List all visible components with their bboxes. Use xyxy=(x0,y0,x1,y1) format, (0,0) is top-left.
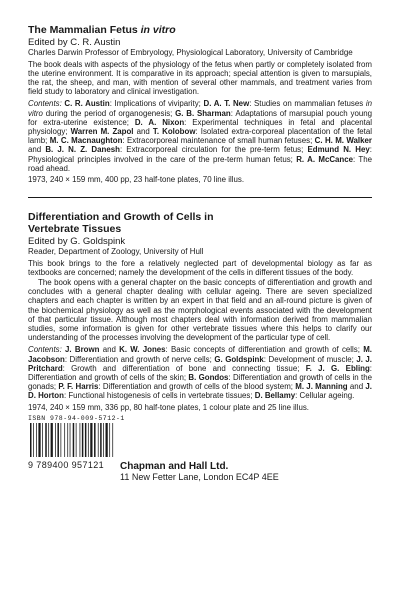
contents-text: : Differentiation and growth of nerve cells; xyxy=(64,354,215,364)
barcode-bar xyxy=(88,423,89,457)
contents-text: : Differentiation and growth of cells of the blood system; xyxy=(98,382,296,392)
contents-author: T. Kolobow xyxy=(152,126,196,136)
isbn-text: ISBN 978-94-009-5712-1 xyxy=(28,414,125,422)
contents-text: : Functional histogenesis of cells in vertebrate tissues; xyxy=(63,391,255,401)
barcode-bar xyxy=(80,423,81,457)
barcode-bar xyxy=(55,423,56,457)
book-title xyxy=(28,211,372,235)
contents-author: J. D. Horton xyxy=(28,382,372,401)
barcode-bar xyxy=(85,423,87,457)
contents-text: and xyxy=(28,145,46,155)
contents-author: K. W. Jones xyxy=(119,345,166,355)
affiliation: Charles Darwin Professor of Embryology, Physiological Laboratory, University of Cambridge xyxy=(28,48,353,57)
contents-text: : Isolated extra-corporeal placentation of the fetal lamb; xyxy=(28,126,373,146)
contents-text: and xyxy=(133,126,153,136)
contents-author: G. Goldspink xyxy=(214,354,264,364)
contents-text: and xyxy=(99,345,120,355)
barcode-bar xyxy=(42,423,43,457)
contents-author: P. F. Harris xyxy=(58,382,99,392)
contents xyxy=(28,345,372,400)
description: The book deals with aspects of the physiology of the fetus when partly or completely isolated from the uterine environment. It is comparative in its approach; special attention is given to marsupials, the rat, the sheep, and man, with mention of several other mammals, and treatment varies from field study to laboratory and clinical investigation. xyxy=(28,59,372,97)
publisher-address: 11 New Fetter Lane, London EC4P 4EE xyxy=(120,471,279,482)
contents-author: J. J. Pritchard xyxy=(28,354,372,373)
book-specs: 1974, 240 × 159 mm, 336 pp, 80 half-tone plates, 1 colour plate and 25 line illus. xyxy=(28,402,309,412)
barcode-bar xyxy=(38,423,40,457)
editor: Edited by G. Goldspink xyxy=(28,236,126,248)
book-title xyxy=(28,24,372,36)
barcode-bar xyxy=(109,423,110,457)
contents-text: during the period of organogenesis; xyxy=(42,108,176,118)
contents-author: J. Brown xyxy=(65,345,100,355)
contents-author: C. H. M. Walker xyxy=(314,136,372,146)
contents-text: : Implications of viviparity; xyxy=(109,99,204,109)
book-entry-differentiation xyxy=(28,211,372,412)
barcode-bar xyxy=(94,423,96,457)
barcode-bar xyxy=(57,423,59,457)
contents-author: D. A. Nixon xyxy=(134,117,185,127)
barcode-bar xyxy=(67,423,68,457)
contents-text: : Adaptations of marsupial pouch young for extra-uterine existence; xyxy=(28,108,372,127)
contents-text: : Development of muscle; xyxy=(263,354,357,364)
contents-text: : Extracorporeal maintenance of small human fetuses; xyxy=(122,136,315,146)
description: The book opens with a general chapter on the basic concepts of differentiation and growth and concludes with a general chapter dealing with cellular ageing. There are seven specialized chapters and each chapter is written by an expert in that field and an all-round picture is given of the biochemical physiology as well as the morphological events associated with the development of that particular tissue. Although most chapters deal with information derived from mammalian studies, some information is given for other vertebrate tissues where this helps to clarify our understanding of the processes involving the development of the particular type of cell. xyxy=(28,278,372,343)
contents-author: R. A. McCance xyxy=(296,154,354,164)
barcode-bar xyxy=(51,423,53,457)
affiliation: Reader, Department of Zoology, University of Hull xyxy=(28,247,204,257)
contents-author: D. Bellamy xyxy=(254,391,296,401)
barcode-bar xyxy=(90,423,92,457)
contents xyxy=(28,99,372,173)
contents-author: G. B. Sharman xyxy=(175,108,231,118)
contents-author: C. R. Austin xyxy=(64,99,110,109)
book-title-main: The Mammalian Fetus xyxy=(28,24,141,36)
contents-author: B. Gondos xyxy=(188,373,229,383)
book-title-line1: Differentiation and Growth of Cells in xyxy=(28,211,214,224)
barcode-icon xyxy=(28,423,118,459)
barcode-bar xyxy=(70,423,71,457)
barcode-bar xyxy=(76,423,77,457)
contents-label: Contents: xyxy=(28,99,62,109)
barcode-bar xyxy=(98,423,99,457)
editor: Edited by C. R. Austin xyxy=(28,37,121,48)
barcode-bar xyxy=(30,423,32,457)
barcode-bar xyxy=(103,423,104,457)
contents-text: and xyxy=(347,382,366,392)
barcode-bar xyxy=(100,423,102,457)
contents-author: F. J. G. Ebling xyxy=(305,363,370,373)
barcode-bar xyxy=(82,423,84,457)
contents-text: : Cellular ageing. xyxy=(295,391,355,401)
contents-author: M. C. Macnaughton xyxy=(49,136,123,146)
page xyxy=(28,24,372,483)
book-entry-mammalian-fetus xyxy=(28,24,372,184)
contents-text: : Differentiation and growth of cells of the skin; xyxy=(28,363,372,383)
contents-text: : Growth and differentiation of bone and connecting tissue; xyxy=(62,363,306,373)
barcode-number: 9 789400 957121 xyxy=(28,459,105,470)
contents-text: : Differentiation and growth of cells in the gonads; xyxy=(28,373,373,392)
barcode-bar xyxy=(45,423,47,457)
contents-text: : Studies on mammalian fetuses xyxy=(249,99,366,109)
barcode-bar xyxy=(61,423,62,457)
contents-text: : The road ahead. xyxy=(28,154,372,173)
contents-author: M. J. Manning xyxy=(295,382,348,392)
contents-italic: in vitro xyxy=(28,99,372,118)
contents-author: D. A. T. New xyxy=(203,99,250,109)
contents-text: : Physiological principles involved in the care of the pre-term human fetus; xyxy=(28,145,372,164)
barcode xyxy=(28,423,118,471)
contents-author: Warren M. Zapol xyxy=(70,126,134,136)
barcode-bar xyxy=(64,423,65,457)
barcode-bar xyxy=(48,423,49,457)
barcode-bar xyxy=(106,423,108,457)
barcode-bar xyxy=(36,423,37,457)
contents-text: : Experimental techniques in fetal and placental physiology; xyxy=(28,117,373,136)
book-title-italic: in vitro xyxy=(140,24,176,36)
divider xyxy=(28,197,372,198)
footer xyxy=(28,423,372,483)
barcode-bar xyxy=(73,423,75,457)
description: This book brings to the fore a relatively neglected part of developmental biology as far as textbooks are concerned; namely the development of the cells in different tissues of the body. xyxy=(28,258,372,277)
publisher xyxy=(120,461,279,482)
barcode-bar xyxy=(33,423,34,457)
contents-author: M. Jacobson xyxy=(28,345,372,364)
barcode-bar xyxy=(112,423,113,457)
contents-label: Contents: xyxy=(28,345,62,355)
book-title-line2: Vertebrate Tissues xyxy=(28,223,122,236)
contents-author: Edmund N. Hey xyxy=(307,145,370,155)
contents-author: B. J. N. Z. Danesh xyxy=(45,145,120,155)
publisher-name: Chapman and Hall Ltd. xyxy=(120,460,229,472)
contents-text: : Extracorporeal circulation for the pre-term fetus; xyxy=(119,145,308,155)
contents-text: : Basic concepts of differentiation and growth of cells; xyxy=(165,345,364,355)
book-specs: 1973, 240 × 159 mm, 400 pp, 23 half-tone plates, 70 line illus. xyxy=(28,174,245,184)
